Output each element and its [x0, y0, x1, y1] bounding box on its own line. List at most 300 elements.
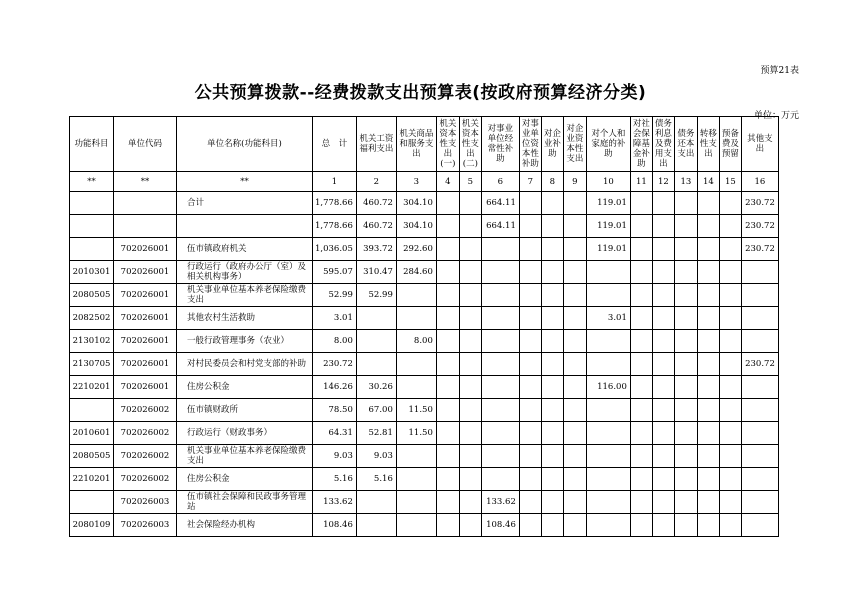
- value-cell: 664.11: [481, 215, 519, 238]
- value-cell: [741, 330, 778, 353]
- column-index: 4: [436, 172, 459, 192]
- value-cell: [563, 422, 586, 445]
- value-cell: [519, 468, 541, 491]
- value-cell: [674, 376, 697, 399]
- value-cell: 3.01: [586, 307, 630, 330]
- column-header: 其他支出: [741, 117, 778, 172]
- value-cell: [436, 422, 459, 445]
- value-cell: [719, 514, 741, 537]
- value-cell: [541, 491, 563, 514]
- value-cell: [586, 514, 630, 537]
- unit-name-cell: 住房公积金: [177, 468, 313, 491]
- column-index: 3: [396, 172, 436, 192]
- value-cell: [741, 514, 778, 537]
- column-header: 机关资本性支出(二): [459, 117, 481, 172]
- value-cell: [630, 238, 652, 261]
- value-cell: 230.72: [741, 353, 778, 376]
- column-header: 转移性支出: [697, 117, 719, 172]
- value-cell: [630, 422, 652, 445]
- value-cell: 1,778.66: [313, 215, 357, 238]
- value-cell: [563, 514, 586, 537]
- value-cell: 230.72: [741, 215, 778, 238]
- value-cell: [563, 215, 586, 238]
- value-cell: [719, 491, 741, 514]
- value-cell: [459, 399, 481, 422]
- value-cell: [563, 238, 586, 261]
- unit-code-cell: 702026001: [114, 261, 177, 284]
- value-cell: [396, 491, 436, 514]
- value-cell: [586, 468, 630, 491]
- value-cell: [652, 514, 674, 537]
- func-code-cell: 2080505: [70, 284, 114, 307]
- value-cell: [356, 491, 396, 514]
- value-cell: [674, 284, 697, 307]
- value-cell: [563, 284, 586, 307]
- value-cell: [586, 422, 630, 445]
- column-header: 对企业资本性支出: [563, 117, 586, 172]
- unit-name-cell: 伍市镇政府机关: [177, 238, 313, 261]
- column-header: 对事业单位资本性补助: [519, 117, 541, 172]
- value-cell: [459, 491, 481, 514]
- value-cell: 8.00: [313, 330, 357, 353]
- value-cell: [697, 238, 719, 261]
- value-cell: [719, 376, 741, 399]
- unit-name-cell: [177, 215, 313, 238]
- value-cell: [697, 330, 719, 353]
- value-cell: [481, 399, 519, 422]
- column-header: 债务还本支出: [674, 117, 697, 172]
- value-cell: [719, 468, 741, 491]
- value-cell: [356, 514, 396, 537]
- value-cell: [697, 307, 719, 330]
- value-cell: [586, 330, 630, 353]
- value-cell: 9.03: [356, 445, 396, 468]
- value-cell: [652, 307, 674, 330]
- value-cell: [674, 330, 697, 353]
- value-cell: [652, 422, 674, 445]
- value-cell: 116.00: [586, 376, 630, 399]
- value-cell: 52.81: [356, 422, 396, 445]
- value-cell: 3.01: [313, 307, 357, 330]
- value-cell: [697, 445, 719, 468]
- column-index: 11: [630, 172, 652, 192]
- column-index: **: [114, 172, 177, 192]
- value-cell: [519, 376, 541, 399]
- value-cell: [697, 261, 719, 284]
- value-cell: [719, 215, 741, 238]
- value-cell: [541, 192, 563, 215]
- value-cell: 30.26: [356, 376, 396, 399]
- value-cell: [459, 238, 481, 261]
- value-cell: [519, 307, 541, 330]
- value-cell: [674, 399, 697, 422]
- func-code-cell: 2080109: [70, 514, 114, 537]
- column-header: 总 计: [313, 117, 357, 172]
- value-cell: [674, 215, 697, 238]
- value-cell: [674, 422, 697, 445]
- value-cell: [674, 307, 697, 330]
- value-cell: [436, 215, 459, 238]
- value-cell: [697, 215, 719, 238]
- func-code-cell: [70, 192, 114, 215]
- value-cell: [741, 399, 778, 422]
- value-cell: [719, 307, 741, 330]
- value-cell: [436, 330, 459, 353]
- value-cell: [697, 491, 719, 514]
- column-header: 对个人和家庭的补助: [586, 117, 630, 172]
- func-code-cell: 2010301: [70, 261, 114, 284]
- value-cell: [630, 514, 652, 537]
- value-cell: 5.16: [356, 468, 396, 491]
- value-cell: [630, 215, 652, 238]
- value-cell: [396, 514, 436, 537]
- value-cell: [541, 261, 563, 284]
- unit-name-cell: 其他农村生活救助: [177, 307, 313, 330]
- value-cell: [356, 307, 396, 330]
- value-cell: [630, 307, 652, 330]
- unit-code-cell: 702026001: [114, 376, 177, 399]
- value-cell: [396, 353, 436, 376]
- value-cell: [652, 491, 674, 514]
- value-cell: [436, 399, 459, 422]
- value-cell: [519, 330, 541, 353]
- value-cell: [541, 514, 563, 537]
- value-cell: [519, 192, 541, 215]
- value-cell: [436, 261, 459, 284]
- value-cell: 1,778.66: [313, 192, 357, 215]
- table-row: [70, 376, 779, 399]
- func-code-cell: [70, 215, 114, 238]
- value-cell: [719, 422, 741, 445]
- value-cell: [519, 514, 541, 537]
- table-row: [70, 399, 779, 422]
- value-cell: [459, 215, 481, 238]
- value-cell: [652, 284, 674, 307]
- func-code-cell: 2210201: [70, 376, 114, 399]
- column-header: 机关工资福利支出: [356, 117, 396, 172]
- column-index: 14: [697, 172, 719, 192]
- unit-code-cell: 702026003: [114, 491, 177, 514]
- unit-name-cell: 机关事业单位基本养老保险缴费支出: [177, 284, 313, 307]
- value-cell: [519, 284, 541, 307]
- value-cell: 78.50: [313, 399, 357, 422]
- value-cell: 52.99: [313, 284, 357, 307]
- column-index: 13: [674, 172, 697, 192]
- value-cell: 230.72: [741, 192, 778, 215]
- value-cell: [356, 330, 396, 353]
- value-cell: [481, 353, 519, 376]
- index-row: [70, 172, 779, 192]
- value-cell: [436, 238, 459, 261]
- value-cell: [436, 307, 459, 330]
- value-cell: [436, 284, 459, 307]
- column-header: 机关资本性支出(一): [436, 117, 459, 172]
- value-cell: [563, 192, 586, 215]
- func-code-cell: 2130102: [70, 330, 114, 353]
- value-cell: 460.72: [356, 215, 396, 238]
- value-cell: 304.10: [396, 192, 436, 215]
- value-cell: [674, 353, 697, 376]
- value-cell: 664.11: [481, 192, 519, 215]
- value-cell: [652, 330, 674, 353]
- unit-code-cell: 702026002: [114, 422, 177, 445]
- value-cell: [719, 330, 741, 353]
- value-cell: 292.60: [396, 238, 436, 261]
- value-cell: [630, 284, 652, 307]
- value-cell: 393.72: [356, 238, 396, 261]
- table-row: [70, 422, 779, 445]
- value-cell: [719, 445, 741, 468]
- value-cell: [719, 238, 741, 261]
- value-cell: [519, 238, 541, 261]
- func-code-cell: [70, 491, 114, 514]
- unit-name-cell: 对村民委员会和村党支部的补助: [177, 353, 313, 376]
- value-cell: 1,036.05: [313, 238, 357, 261]
- column-header: 单位代码: [114, 117, 177, 172]
- value-cell: [586, 399, 630, 422]
- value-cell: [519, 422, 541, 445]
- func-code-cell: 2010601: [70, 422, 114, 445]
- value-cell: [563, 376, 586, 399]
- value-cell: [697, 468, 719, 491]
- value-cell: [563, 468, 586, 491]
- value-cell: [396, 445, 436, 468]
- value-cell: [652, 353, 674, 376]
- unit-code-cell: 702026001: [114, 330, 177, 353]
- value-cell: [674, 445, 697, 468]
- func-code-cell: 2130705: [70, 353, 114, 376]
- value-cell: [459, 468, 481, 491]
- value-cell: [630, 491, 652, 514]
- value-cell: [697, 399, 719, 422]
- unit-name-cell: 伍市镇社会保障和民政事务管理站: [177, 491, 313, 514]
- value-cell: [436, 353, 459, 376]
- value-cell: 5.16: [313, 468, 357, 491]
- value-cell: 119.01: [586, 215, 630, 238]
- table-row: [70, 284, 779, 307]
- value-cell: [630, 353, 652, 376]
- column-index: 1: [313, 172, 357, 192]
- value-cell: [630, 261, 652, 284]
- value-cell: [459, 192, 481, 215]
- unit-name-cell: 伍市镇财政所: [177, 399, 313, 422]
- value-cell: [481, 468, 519, 491]
- value-cell: [741, 422, 778, 445]
- column-index: 8: [541, 172, 563, 192]
- value-cell: [541, 376, 563, 399]
- value-cell: [719, 284, 741, 307]
- func-code-cell: [70, 238, 114, 261]
- column-header: 单位名称(功能科目): [177, 117, 313, 172]
- value-cell: [674, 192, 697, 215]
- column-header: 对企业补助: [541, 117, 563, 172]
- value-cell: [741, 307, 778, 330]
- value-cell: 9.03: [313, 445, 357, 468]
- value-cell: [563, 445, 586, 468]
- value-cell: [541, 399, 563, 422]
- value-cell: [697, 422, 719, 445]
- value-cell: [436, 491, 459, 514]
- column-index: 9: [563, 172, 586, 192]
- value-cell: [519, 261, 541, 284]
- value-cell: [697, 353, 719, 376]
- value-cell: [652, 238, 674, 261]
- value-cell: [481, 284, 519, 307]
- value-cell: [519, 215, 541, 238]
- value-cell: 230.72: [741, 238, 778, 261]
- value-cell: [719, 261, 741, 284]
- column-index: 7: [519, 172, 541, 192]
- value-cell: 310.47: [356, 261, 396, 284]
- value-cell: [719, 353, 741, 376]
- value-cell: [396, 307, 436, 330]
- unit-name-cell: 机关事业单位基本养老保险缴费支出: [177, 445, 313, 468]
- column-header: 预备费及预留: [719, 117, 741, 172]
- value-cell: [459, 307, 481, 330]
- value-cell: 146.26: [313, 376, 357, 399]
- value-cell: [481, 376, 519, 399]
- value-cell: [652, 215, 674, 238]
- unit-code-cell: 702026002: [114, 399, 177, 422]
- value-cell: [586, 353, 630, 376]
- table-row: [70, 307, 779, 330]
- column-header: 功能科目: [70, 117, 114, 172]
- value-cell: [459, 261, 481, 284]
- unit-code-cell: 702026001: [114, 284, 177, 307]
- value-cell: [630, 468, 652, 491]
- func-code-cell: 2082502: [70, 307, 114, 330]
- value-cell: [481, 422, 519, 445]
- value-cell: [741, 284, 778, 307]
- value-cell: 133.62: [481, 491, 519, 514]
- value-cell: [630, 192, 652, 215]
- unit-code-cell: 702026003: [114, 514, 177, 537]
- value-cell: 11.50: [396, 399, 436, 422]
- value-cell: [697, 514, 719, 537]
- value-cell: 133.62: [313, 491, 357, 514]
- page-title: 公共预算拨款--经费拨款支出预算表(按政府预算经济分类): [194, 83, 647, 103]
- unit-code-cell: [114, 215, 177, 238]
- table-row: [70, 445, 779, 468]
- column-index: 6: [481, 172, 519, 192]
- unit-code-cell: 702026002: [114, 468, 177, 491]
- value-cell: [541, 330, 563, 353]
- value-cell: [396, 468, 436, 491]
- unit-code-cell: 702026001: [114, 353, 177, 376]
- unit-name-cell: 行政运行（政府办公厅（室）及相关机构事务）: [177, 261, 313, 284]
- value-cell: 284.60: [396, 261, 436, 284]
- value-cell: [396, 376, 436, 399]
- table-row: [70, 238, 779, 261]
- value-cell: 108.46: [313, 514, 357, 537]
- value-cell: 11.50: [396, 422, 436, 445]
- column-index: **: [177, 172, 313, 192]
- value-cell: [481, 238, 519, 261]
- value-cell: [697, 376, 719, 399]
- func-code-cell: 2210201: [70, 468, 114, 491]
- column-header: 债务利息及费用支出: [652, 117, 674, 172]
- value-cell: [481, 330, 519, 353]
- column-header: 机关商品和服务支出: [396, 117, 436, 172]
- unit-code-cell: 702026001: [114, 307, 177, 330]
- value-cell: [630, 399, 652, 422]
- value-cell: [652, 399, 674, 422]
- value-cell: [436, 468, 459, 491]
- value-cell: 8.00: [396, 330, 436, 353]
- value-cell: [436, 192, 459, 215]
- column-index: 10: [586, 172, 630, 192]
- value-cell: [541, 307, 563, 330]
- value-cell: [459, 422, 481, 445]
- value-cell: 460.72: [356, 192, 396, 215]
- value-cell: [697, 192, 719, 215]
- value-cell: [541, 284, 563, 307]
- value-cell: [356, 353, 396, 376]
- table-body: [70, 192, 779, 537]
- unit-code-cell: 702026002: [114, 445, 177, 468]
- value-cell: 119.01: [586, 192, 630, 215]
- column-header: 对事业单位经常性补助: [481, 117, 519, 172]
- unit-code-cell: 702026001: [114, 238, 177, 261]
- table-row: [70, 353, 779, 376]
- unit-label: 单位：万元: [753, 111, 799, 121]
- value-cell: [586, 261, 630, 284]
- value-cell: [741, 468, 778, 491]
- value-cell: [697, 284, 719, 307]
- value-cell: [719, 399, 741, 422]
- func-code-cell: 2080505: [70, 445, 114, 468]
- table-row: [70, 215, 779, 238]
- table-row: [70, 261, 779, 284]
- value-cell: [741, 261, 778, 284]
- column-index: 12: [652, 172, 674, 192]
- value-cell: [563, 399, 586, 422]
- value-cell: 67.00: [356, 399, 396, 422]
- value-cell: [630, 445, 652, 468]
- value-cell: [459, 284, 481, 307]
- unit-name-cell: 合计: [177, 192, 313, 215]
- column-index: 15: [719, 172, 741, 192]
- value-cell: [674, 261, 697, 284]
- value-cell: [541, 215, 563, 238]
- value-cell: [541, 353, 563, 376]
- value-cell: [396, 284, 436, 307]
- table-row: [70, 330, 779, 353]
- value-cell: [652, 376, 674, 399]
- value-cell: [541, 238, 563, 261]
- value-cell: 304.10: [396, 215, 436, 238]
- value-cell: [519, 445, 541, 468]
- value-cell: [481, 261, 519, 284]
- value-cell: 230.72: [313, 353, 357, 376]
- value-cell: [436, 514, 459, 537]
- value-cell: [519, 491, 541, 514]
- budget-table: [69, 116, 779, 537]
- value-cell: [674, 468, 697, 491]
- value-cell: [630, 330, 652, 353]
- unit-name-cell: 行政运行（财政事务）: [177, 422, 313, 445]
- unit-name-cell: 社会保险经办机构: [177, 514, 313, 537]
- value-cell: [586, 445, 630, 468]
- value-cell: [481, 445, 519, 468]
- value-cell: [652, 468, 674, 491]
- value-cell: [652, 192, 674, 215]
- value-cell: [481, 307, 519, 330]
- value-cell: 595.07: [313, 261, 357, 284]
- column-index: **: [70, 172, 114, 192]
- unit-code-cell: [114, 192, 177, 215]
- value-cell: [563, 491, 586, 514]
